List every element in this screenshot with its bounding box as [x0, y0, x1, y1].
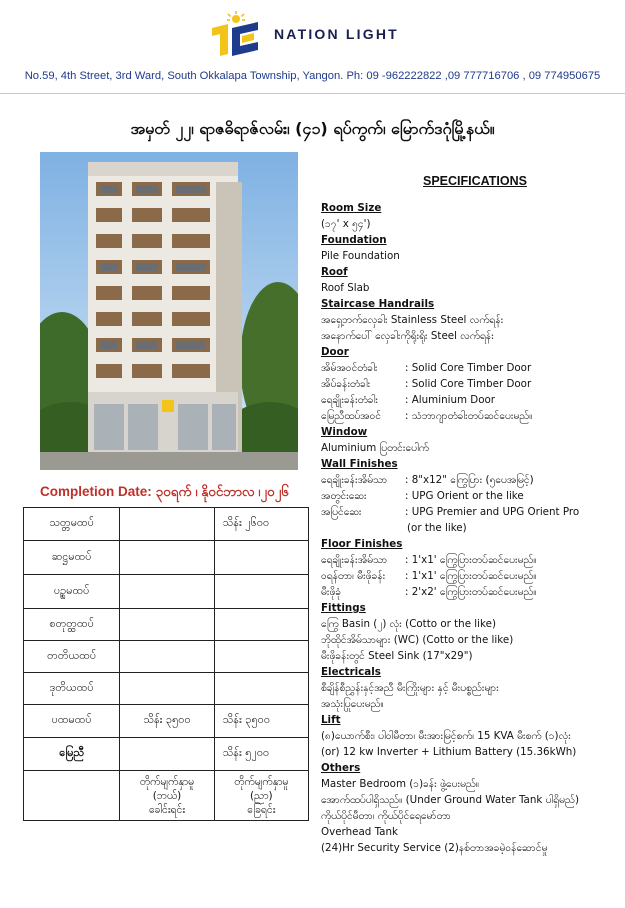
wall-item-label: ရေချိုးခန်းအိမ်သာ	[321, 474, 388, 486]
footer-right-line2: (ညာ)	[249, 789, 273, 802]
floor-name: မြေညီ	[24, 738, 120, 771]
footer-right-line1: တိုက်မျက်နှာမူ	[234, 775, 289, 788]
left-price	[120, 575, 214, 609]
fitting-item: မီးဖိုခန်းတွင် Steel Sink (17"x29")	[321, 650, 473, 662]
foundation-value: Pile Foundation	[321, 250, 400, 262]
wall-item	[321, 504, 616, 520]
left-price	[120, 541, 214, 575]
footer-empty-cell	[24, 771, 120, 821]
floor-name: စတုတ္ထထပ်	[24, 609, 120, 641]
floor-name: ဒုတိယထပ်	[24, 673, 120, 705]
room-size-value: (၁၇' x ၅၄')	[321, 218, 371, 230]
wall-item-continuation: (or the like)	[407, 522, 467, 534]
floor-finish-item	[321, 568, 616, 584]
floor-finish-label: ရေချိုးခန်းအိမ်သာ	[321, 554, 388, 566]
door-item-value: : Aluminium Door	[405, 394, 496, 406]
door-item-value: : Solid Core Timber Door	[405, 378, 532, 390]
door-item-value: : Solid Core Timber Door	[405, 362, 532, 374]
left-price	[120, 641, 214, 673]
room-size-heading: Room Size	[321, 202, 382, 214]
floor-finish-label: မီးဖိုခုံ	[321, 586, 342, 598]
staircase-heading: Staircase Handrails	[321, 298, 435, 310]
roof-heading: Roof	[321, 266, 348, 278]
footer-left-orientation	[120, 771, 214, 821]
floor-finish-value: : 1'x1' ကြွေပြားတပ်ဆင်ပေးမည်။	[405, 554, 537, 566]
lift-heading: Lift	[321, 714, 341, 726]
table-row	[24, 705, 309, 738]
fitting-item: ကြွေ Basin (၂) လုံး (Cotto or the like)	[321, 618, 496, 630]
building-photo	[40, 152, 298, 470]
table-row	[24, 609, 309, 641]
door-heading: Door	[321, 346, 349, 358]
door-item-label: ရေချိုးခန်းတံခါး	[321, 394, 378, 406]
floor-name: ပထမထပ်	[24, 705, 120, 738]
door-item	[321, 392, 616, 408]
door-item	[321, 408, 616, 424]
floor-price-table	[23, 507, 309, 821]
door-item-label: အိပ်ခန်းတံခါး	[321, 378, 371, 390]
floor-finish-value: : 2'x2' ကြွေပြားတပ်ဆင်ပေးမည်။	[405, 586, 537, 598]
door-item	[321, 360, 616, 376]
door-item-label: အိမ်အဝင်တံခါး	[321, 362, 378, 374]
fitting-item: ဘိုထိုင်အိမ်သာများ (WC) (Cotto or the like)	[321, 634, 514, 646]
floor-finish-item	[321, 552, 616, 568]
table-footer-row	[24, 771, 309, 821]
others-item: အောက်ထပ်ပါရှိသည်။ (Under Ground Water Tank ပါရှိမည်)	[321, 794, 580, 806]
footer-right-line3: ခြေရင်း	[247, 803, 276, 816]
left-price: သိန်း ၃၅၀၀	[120, 705, 214, 738]
floor-name: သတ္တမထပ်	[24, 508, 120, 541]
floor-name: တတိယထပ်	[24, 641, 120, 673]
wall-item-value: : UPG Orient or the like	[405, 490, 524, 502]
floor-name: ဆဋ္ဌမထပ်	[24, 541, 120, 575]
wall-item-label: အပြင်ဆေး	[321, 506, 362, 518]
staircase-line-1: အရှေ့ဘက်လှေခါး Stainless Steel လက်ရန်း	[321, 314, 504, 326]
electricals-line-2: အသုံးပြုပေးမည်။	[321, 698, 384, 710]
right-price: သိန်း ၅၂၀၀	[214, 738, 308, 771]
right-price	[214, 575, 308, 609]
others-heading: Others	[321, 762, 361, 774]
table-row	[24, 508, 309, 541]
floor-finish-label: ဝရန်တာ၊ မီးဖိုခန်း	[321, 570, 386, 582]
header-divider	[0, 93, 625, 94]
company-address: No.59, 4th Street, 3rd Ward, South Okkalapa Township, Yangon. Ph: 09 -962222822 ,09 777716706 , 09 774950675	[24, 70, 601, 82]
wall-finishes-heading: Wall Finishes	[321, 458, 398, 470]
fittings-heading: Fittings	[321, 602, 366, 614]
table-row	[24, 738, 309, 771]
right-price	[214, 609, 308, 641]
floor-name: ပဉ္စမထပ်	[24, 575, 120, 609]
company-logo	[208, 8, 428, 60]
roof-value: Roof Slab	[321, 282, 370, 294]
foundation-heading: Foundation	[321, 234, 387, 246]
specifications-list	[321, 200, 616, 856]
right-price: သိန်း ၃၅၀၀	[214, 705, 308, 738]
right-price	[214, 541, 308, 575]
wall-item-value: : UPG Premier and UPG Orient Pro	[405, 506, 580, 518]
others-item: (24)Hr Security Service (2)နစ်တာအခမဲ့ဝန်ဆောင်မှု	[321, 842, 548, 854]
completion-date: Completion Date: ၃၀ရက် ၊ နိုဝင်ဘာလ ၊၂၀၂၆	[40, 484, 289, 499]
table-row	[24, 541, 309, 575]
left-price	[120, 609, 214, 641]
floor-finishes-heading: Floor Finishes	[321, 538, 403, 550]
footer-left-line1: တိုက်မျက်နှာမူ	[139, 775, 195, 788]
table-row	[24, 673, 309, 705]
footer-right-orientation	[214, 771, 308, 821]
wall-item-value: : 8"x12" ကြွေပြား (၅ပေအမြင့်)	[405, 474, 534, 486]
footer-left-line2: (ဘယ်)	[152, 789, 182, 802]
floor-finish-value: : 1'x1' ကြွေပြားတပ်ဆင်ပေးမည်။	[405, 570, 537, 582]
left-price	[120, 508, 214, 541]
window-heading: Window	[321, 426, 368, 438]
window-value: Aluminium ပြတင်းပေါက်	[321, 442, 429, 454]
others-item: Master Bedroom (၁)ခန်း ဖွဲ့ပေးမည်။	[321, 778, 480, 790]
table-row	[24, 575, 309, 609]
door-item-value: : သံဘာဂျာတံခါးတပ်ဆင်ပေးမည်။	[405, 410, 533, 422]
others-item: ကိုယ်ပိုင်မီတာ၊ ကိုယ်ပိုင်ရေမော်တာ	[321, 810, 451, 822]
others-item: Overhead Tank	[321, 826, 398, 838]
wall-item	[321, 472, 616, 488]
wall-item	[321, 488, 616, 504]
left-price	[120, 738, 214, 771]
staircase-line-2: အနောက်ပေါ် လှေခါးကိုရိုးရိုး Steel လက်ရန်း	[321, 330, 494, 342]
footer-left-line3: ခေါင်းရင်း	[148, 803, 186, 816]
wall-item-label: အတွင်းဆေး	[321, 490, 367, 502]
electricals-line-1: စီချိန်စီညွှန်းနှင့်အညီ မီးကြိုးများ နှင့် မီးပစ္စည်းများ	[321, 682, 499, 694]
lift-line-2: (or) 12 kw Inverter + Lithium Battery (15.36kWh)	[321, 746, 577, 758]
electricals-heading: Electricals	[321, 666, 381, 678]
right-price	[214, 641, 308, 673]
floor-finish-item	[321, 584, 616, 600]
right-price	[214, 673, 308, 705]
door-item	[321, 376, 616, 392]
project-title: အမှတ် ၂၂၊ ရာဇဓိရာဇ်လမ်း၊ (၄၁) ရပ်ကွက်၊ မြောက်ဒဂုံမြို့နယ်။	[130, 119, 495, 138]
specifications-heading: SPECIFICATIONS	[423, 174, 527, 188]
brand-name: NATION LIGHT	[274, 26, 399, 42]
left-price	[120, 673, 214, 705]
lift-line-1: (၈)ယောက်စီး၊ ပါဝါမီတာ၊ မီးအားမြင့်စက်၊ 15 KVA မီးစက် (၁)လုံး	[321, 730, 571, 742]
right-price: သိန်း ၂၆၀၀	[214, 508, 308, 541]
nation-light-logo-icon	[208, 10, 264, 58]
door-item-label: မြေညီထပ်အဝင်	[321, 410, 382, 422]
table-row	[24, 641, 309, 673]
